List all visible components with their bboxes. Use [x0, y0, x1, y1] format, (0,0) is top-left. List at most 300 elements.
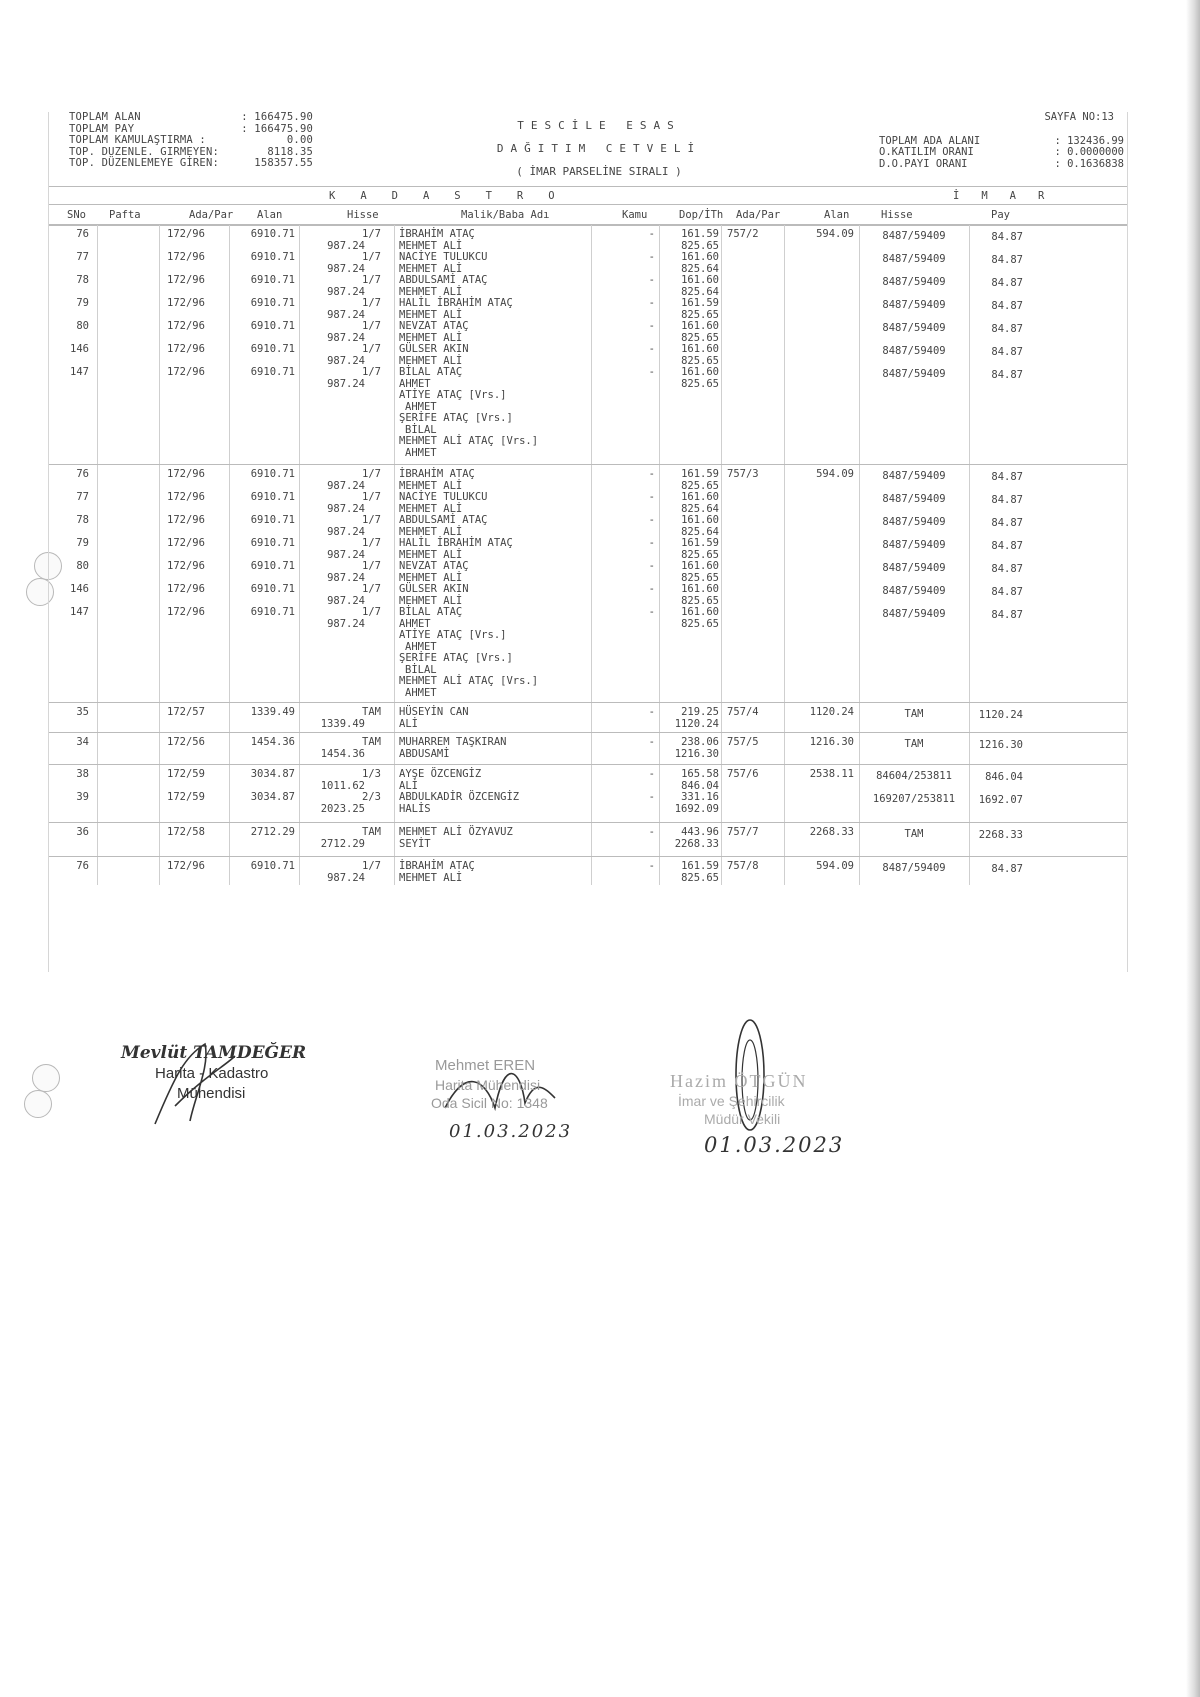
column-divider	[969, 765, 970, 823]
column-divider	[859, 465, 860, 703]
imar-alan: 594.09	[816, 228, 854, 240]
ada-par-cell: 172/96	[167, 560, 205, 572]
pay-cell: 84.87	[991, 369, 1023, 381]
signer-title-2: Oda Sicil No: 1348	[431, 1095, 548, 1111]
column-divider	[969, 703, 970, 733]
ith-cell: 1692.09	[674, 802, 719, 815]
col-pay: Pay	[991, 209, 1010, 221]
imar-hisse-cell: 8487/59409	[882, 470, 946, 482]
column-divider	[721, 857, 722, 885]
hisse-cell: 1/7	[362, 514, 381, 526]
column-divider	[229, 703, 230, 733]
father-name-cell: MEHMET ALİ	[399, 285, 463, 298]
column-divider	[229, 823, 230, 857]
owner-name-cell: GÜLSER AKIN	[399, 343, 469, 355]
col-imar-alan: Alan	[824, 209, 850, 221]
hisse-cell: 1/7	[362, 297, 381, 309]
column-divider	[859, 823, 860, 857]
imar-ada-par: 757/7	[727, 826, 759, 838]
imar-ada-par: 757/8	[727, 860, 759, 872]
alan-cell: 1454.36	[250, 736, 295, 748]
imar-ada-par: 757/6	[727, 768, 759, 780]
column-divider	[97, 465, 98, 703]
imar-hisse-cell: 8487/59409	[882, 230, 946, 242]
hisse-value-cell: 987.24	[327, 377, 365, 390]
column-divider	[229, 225, 230, 465]
owner-name-cell: NACİYE TULUKCU	[399, 491, 488, 503]
kamu-cell: -	[648, 514, 655, 526]
column-divider	[299, 465, 300, 703]
sno-cell: 78	[76, 274, 89, 286]
imar-hisse-cell: 8487/59409	[882, 368, 946, 380]
dop-cell: 161.60	[681, 491, 719, 503]
signer-title-2: Mühendisi	[177, 1085, 246, 1102]
column-divider	[591, 733, 592, 765]
column-divider	[229, 733, 230, 765]
owner-name-cell: NEVZAT ATAÇ	[399, 560, 469, 572]
hisse-value-cell: 1454.36	[320, 747, 365, 760]
kamu-cell: -	[648, 320, 655, 332]
imar-hisse-cell: TAM	[904, 828, 924, 840]
col-ada-par: Ada/Par	[189, 209, 234, 221]
column-divider	[659, 857, 660, 885]
column-divider	[859, 703, 860, 733]
pay-cell: 84.87	[991, 586, 1023, 598]
column-divider	[299, 823, 300, 857]
column-divider	[859, 225, 860, 465]
imar-hisse-cell: 8487/59409	[882, 322, 946, 334]
hisse-cell: 1/7	[362, 468, 381, 480]
ada-par-cell: 172/96	[167, 366, 205, 378]
sno-cell: 77	[76, 251, 89, 263]
father-name-cell: MEHMET ALİ	[399, 571, 463, 584]
pay-cell: 84.87	[991, 254, 1023, 266]
signature-block-1	[115, 1036, 335, 1126]
imar-hisse-cell: 8487/59409	[882, 608, 946, 620]
signer-title-1: Harita Mühendisi	[435, 1077, 541, 1093]
hisse-value-cell: 987.24	[327, 617, 365, 630]
column-divider	[159, 733, 160, 765]
kamu-cell: -	[648, 274, 655, 286]
ada-par-cell: 172/96	[167, 297, 205, 309]
ada-par-cell: 172/96	[167, 860, 205, 872]
signer-title-1: Harita - Kadastro	[155, 1065, 269, 1082]
ada-par-cell: 172/59	[167, 768, 205, 780]
kamu-cell: -	[648, 583, 655, 595]
heir-line: ŞERİFE ATAÇ [Vrs.]	[399, 412, 513, 424]
ith-cell: 825.65	[681, 377, 719, 390]
column-divider	[394, 465, 395, 703]
hisse-value-cell: 987.24	[327, 479, 365, 492]
owner-name-cell: İBRAHİM ATAÇ	[399, 860, 475, 872]
pay-cell: 84.87	[991, 277, 1023, 289]
imar-hisse-cell: 8487/59409	[882, 345, 946, 357]
hisse-cell: TAM	[362, 826, 381, 838]
column-divider	[721, 733, 722, 765]
column-divider	[97, 703, 98, 733]
ith-cell: 825.65	[681, 308, 719, 321]
sno-cell: 146	[70, 583, 89, 595]
owner-name-cell: ABDULSAMİ ATAÇ	[399, 274, 488, 286]
hisse-value-cell: 987.24	[327, 571, 365, 584]
imar-alan: 2268.33	[809, 826, 854, 838]
kamu-cell: -	[648, 491, 655, 503]
col-sno: SNo	[67, 209, 86, 221]
ada-par-cell: 172/96	[167, 537, 205, 549]
ada-par-cell: 172/56	[167, 736, 205, 748]
signature-date: 01.03.2023	[449, 1121, 573, 1142]
imar-ada-par: 757/5	[727, 736, 759, 748]
column-divider	[659, 703, 660, 733]
ith-cell: 825.65	[681, 594, 719, 607]
column-divider	[97, 225, 98, 465]
ith-cell: 825.65	[681, 331, 719, 344]
column-divider	[591, 703, 592, 733]
column-divider	[784, 465, 785, 703]
sno-cell: 36	[76, 826, 89, 838]
column-divider	[299, 765, 300, 823]
row-group	[49, 856, 1127, 885]
hisse-cell: TAM	[362, 736, 381, 748]
pay-cell: 1216.30	[978, 739, 1023, 751]
hisse-value-cell: 987.24	[327, 308, 365, 321]
sno-cell: 147	[70, 366, 89, 378]
owner-name-cell: NACİYE TULUKCU	[399, 251, 488, 263]
row-group	[49, 464, 1127, 703]
ratios-summary: SAYFA NO:13 TOPLAM ADA ALANI : 132436.99 O.KATILIM ORANI : 0.0000000 D.O.PAYI ORANI : 0.1636838	[879, 111, 1124, 170]
row-group	[49, 822, 1127, 857]
pay-cell: 84.87	[991, 346, 1023, 358]
col-kamu: Kamu	[622, 209, 648, 221]
sno-cell: 35	[76, 706, 89, 718]
kamu-cell: -	[648, 297, 655, 309]
kamu-cell: -	[648, 791, 655, 803]
signature-block-2	[425, 1048, 625, 1153]
dop-cell: 161.59	[681, 297, 719, 309]
column-headers	[49, 204, 1127, 226]
dop-cell: 165.58	[681, 768, 719, 780]
row-group	[49, 764, 1127, 823]
signer-title-2: Müdür Vekili	[704, 1111, 781, 1127]
kamu-cell: -	[648, 251, 655, 263]
pay-cell: 84.87	[991, 231, 1023, 243]
column-divider	[969, 225, 970, 465]
dop-cell: 161.60	[681, 366, 719, 378]
signer-name: Mevlüt TAMDEĞER	[121, 1043, 307, 1063]
heir-line: AHMET	[405, 400, 437, 413]
alan-cell: 3034.87	[250, 768, 295, 780]
signature-block-3	[660, 1010, 890, 1165]
col-malik: Malik/Baba Adı	[461, 209, 550, 221]
imar-hisse-cell: 8487/59409	[882, 516, 946, 528]
kamu-cell: -	[648, 768, 655, 780]
kamu-cell: -	[648, 860, 655, 872]
owner-name-cell: BİLAL ATAÇ	[399, 366, 463, 378]
pay-cell: 84.87	[991, 517, 1023, 529]
column-divider	[659, 225, 660, 465]
column-divider	[159, 765, 160, 823]
hisse-cell: TAM	[362, 706, 381, 718]
dop-cell: 161.60	[681, 514, 719, 526]
column-divider	[394, 765, 395, 823]
title-line-2: DAĞITIM CETVELİ	[496, 142, 702, 155]
father-name-cell: HALİS	[399, 802, 431, 815]
owner-name-cell: ABDULKADİR ÖZCENGİZ	[399, 791, 520, 803]
ith-cell: 1216.30	[674, 747, 719, 760]
alan-cell: 6910.71	[250, 537, 295, 549]
sno-cell: 76	[76, 860, 89, 872]
col-pafta: Pafta	[109, 209, 141, 221]
ith-cell: 2268.33	[674, 837, 719, 850]
alan-cell: 6910.71	[250, 297, 295, 309]
imar-alan: 2538.11	[809, 768, 854, 780]
kamu-cell: -	[648, 228, 655, 240]
ada-par-cell: 172/96	[167, 491, 205, 503]
ith-cell: 825.64	[681, 262, 719, 275]
totals-summary: TOPLAM ALAN : 166475.90 TOPLAM PAY : 166475.90 TOPLAM KAMULAŞTIRMA : 0.00 TOP. DUZENLE. GIRMEYEN: 8118.35 TOP. DÜZENLEMEYE GİREN: 158357.55	[69, 111, 313, 169]
hisse-cell: 2/3	[362, 791, 381, 803]
alan-cell: 1339.49	[250, 706, 295, 718]
hisse-cell: 1/7	[362, 320, 381, 332]
father-name-cell: MEHMET ALİ	[399, 502, 463, 515]
father-name-cell: SEYİT	[399, 837, 431, 850]
column-divider	[859, 765, 860, 823]
column-divider	[969, 465, 970, 703]
column-divider	[97, 733, 98, 765]
father-name-cell: ALİ	[399, 717, 418, 730]
ith-cell: 1120.24	[674, 717, 719, 730]
ada-par-cell: 172/96	[167, 583, 205, 595]
hisse-cell: 1/7	[362, 583, 381, 595]
heir-line: MEHMET ALİ ATAÇ [Vrs.]	[399, 675, 539, 687]
column-divider	[159, 703, 160, 733]
ith-cell: 825.64	[681, 525, 719, 538]
hisse-value-cell: 987.24	[327, 285, 365, 298]
alan-cell: 6910.71	[250, 251, 295, 263]
dop-cell: 161.60	[681, 274, 719, 286]
alan-cell: 3034.87	[250, 791, 295, 803]
hisse-value-cell: 987.24	[327, 502, 365, 515]
title-line-1: TESCİLE ESAS	[517, 119, 681, 132]
sno-cell: 146	[70, 343, 89, 355]
heir-line: ATİYE ATAÇ [Vrs.]	[399, 389, 507, 401]
signer-name: Mehmet EREN	[435, 1057, 536, 1074]
father-name-cell: MEHMET ALİ	[399, 262, 463, 275]
imar-hisse-cell: 8487/59409	[882, 276, 946, 288]
hisse-value-cell: 987.24	[327, 354, 365, 367]
imar-hisse-cell: 169207/253811	[872, 793, 956, 805]
pay-cell: 84.87	[991, 494, 1023, 506]
hisse-cell: 1/7	[362, 343, 381, 355]
kamu-cell: -	[648, 343, 655, 355]
heir-line: BİLAL	[405, 663, 437, 676]
ada-par-cell: 172/96	[167, 274, 205, 286]
col-hisse: Hisse	[347, 209, 379, 221]
dop-cell: 161.59	[681, 537, 719, 549]
alan-cell: 6910.71	[250, 583, 295, 595]
hisse-value-cell: 987.24	[327, 548, 365, 561]
column-divider	[721, 823, 722, 857]
hisse-value-cell: 1339.49	[320, 717, 365, 730]
heir-line: ATİYE ATAÇ [Vrs.]	[399, 629, 507, 641]
dop-cell: 161.59	[681, 468, 719, 480]
column-divider	[159, 857, 160, 885]
sno-cell: 79	[76, 297, 89, 309]
signature-date: 01.03.2023	[704, 1133, 845, 1157]
ith-cell: 825.64	[681, 502, 719, 515]
alan-cell: 6910.71	[250, 366, 295, 378]
dop-cell: 219.25	[681, 706, 719, 718]
hisse-value-cell: 987.24	[327, 871, 365, 884]
owner-name-cell: MUHARREM TAŞKIRAN	[399, 736, 507, 748]
imar-alan: 594.09	[816, 468, 854, 480]
imar-ada-par: 757/2	[727, 228, 759, 240]
column-divider	[969, 733, 970, 765]
ada-par-cell: 172/58	[167, 826, 205, 838]
punch-hole	[24, 1090, 52, 1118]
kamu-cell: -	[648, 706, 655, 718]
imar-hisse-cell: 8487/59409	[882, 493, 946, 505]
ada-par-cell: 172/96	[167, 251, 205, 263]
row-group	[49, 702, 1127, 733]
distribution-table	[48, 112, 1128, 972]
alan-cell: 6910.71	[250, 468, 295, 480]
heir-line: AHMET	[405, 640, 437, 653]
column-divider	[97, 765, 98, 823]
alan-cell: 6910.71	[250, 343, 295, 355]
father-name-cell: MEHMET ALİ	[399, 308, 463, 321]
column-divider	[159, 823, 160, 857]
father-name-cell: MEHMET ALİ	[399, 479, 463, 492]
ada-par-cell: 172/96	[167, 228, 205, 240]
sno-cell: 76	[76, 228, 89, 240]
pay-cell: 84.87	[991, 563, 1023, 575]
dop-cell: 161.59	[681, 860, 719, 872]
dop-cell: 331.16	[681, 791, 719, 803]
ith-cell: 825.64	[681, 285, 719, 298]
section-banner	[49, 186, 1127, 205]
column-divider	[299, 225, 300, 465]
hisse-cell: 1/7	[362, 228, 381, 240]
ith-cell: 825.65	[681, 571, 719, 584]
row-group	[49, 224, 1127, 465]
column-divider	[659, 465, 660, 703]
hisse-value-cell: 2023.25	[320, 802, 365, 815]
row-group	[49, 732, 1127, 765]
pay-cell: 84.87	[991, 323, 1023, 335]
hisse-value-cell: 1011.62	[320, 779, 365, 792]
imar-ada-par: 757/4	[727, 706, 759, 718]
column-divider	[229, 465, 230, 703]
kamu-cell: -	[648, 826, 655, 838]
kadastro-label: KADASTRO	[329, 190, 580, 202]
punch-hole	[32, 1064, 60, 1092]
father-name-cell: MEHMET ALİ	[399, 548, 463, 561]
imar-hisse-cell: 8487/59409	[882, 299, 946, 311]
ada-par-cell: 172/57	[167, 706, 205, 718]
owner-name-cell: HALİL İBRAHİM ATAÇ	[399, 297, 513, 309]
column-divider	[97, 857, 98, 885]
imar-hisse-cell: 8487/59409	[882, 585, 946, 597]
column-divider	[229, 765, 230, 823]
pay-cell: 84.87	[991, 300, 1023, 312]
owner-name-cell: HALİL İBRAHİM ATAÇ	[399, 537, 513, 549]
imar-alan: 594.09	[816, 860, 854, 872]
kamu-cell: -	[648, 736, 655, 748]
father-name-cell: MEHMET ALİ	[399, 871, 463, 884]
sno-cell: 38	[76, 768, 89, 780]
pay-cell: 846.04	[985, 771, 1023, 783]
ada-par-cell: 172/96	[167, 320, 205, 332]
alan-cell: 6910.71	[250, 274, 295, 286]
hisse-value-cell: 987.24	[327, 262, 365, 275]
pay-cell: 2268.33	[978, 829, 1023, 841]
father-name-cell: ABDUSAMİ	[399, 747, 450, 760]
column-divider	[299, 733, 300, 765]
page-edge-shadow	[1186, 0, 1200, 1697]
sno-cell: 80	[76, 560, 89, 572]
hisse-value-cell: 987.24	[327, 331, 365, 344]
imar-alan: 1120.24	[809, 706, 854, 718]
kamu-cell: -	[648, 537, 655, 549]
column-divider	[97, 823, 98, 857]
alan-cell: 6910.71	[250, 860, 295, 872]
col-alan: Alan	[257, 209, 283, 221]
column-divider	[721, 465, 722, 703]
column-divider	[659, 823, 660, 857]
pay-cell: 84.87	[991, 471, 1023, 483]
hisse-value-cell: 2712.29	[320, 837, 365, 850]
imar-hisse-cell: 8487/59409	[882, 539, 946, 551]
sno-cell: 147	[70, 606, 89, 618]
father-name-cell: MEHMET ALİ	[399, 594, 463, 607]
sno-cell: 78	[76, 514, 89, 526]
imar-hisse-cell: TAM	[904, 738, 924, 750]
alan-cell: 2712.29	[250, 826, 295, 838]
heir-line: AHMET	[405, 686, 437, 699]
hisse-cell: 1/7	[362, 537, 381, 549]
dop-cell: 161.60	[681, 583, 719, 595]
dop-cell: 443.96	[681, 826, 719, 838]
col-dop: Dop/İTh	[679, 209, 724, 221]
hisse-cell: 1/7	[362, 606, 381, 618]
alan-cell: 6910.71	[250, 514, 295, 526]
ith-cell: 825.65	[681, 617, 719, 630]
hisse-cell: 1/7	[362, 366, 381, 378]
column-divider	[159, 225, 160, 465]
imar-ada-par: 757/3	[727, 468, 759, 480]
owner-name-cell: MEHMET ALİ ÖZYAVUZ	[399, 826, 513, 838]
dop-cell: 161.60	[681, 560, 719, 572]
owner-name-cell: ABDULSAMİ ATAÇ	[399, 514, 488, 526]
column-divider	[591, 857, 592, 885]
ith-cell: 825.65	[681, 548, 719, 561]
ith-cell: 825.65	[681, 239, 719, 252]
kamu-cell: -	[648, 560, 655, 572]
alan-cell: 6910.71	[250, 491, 295, 503]
imar-hisse-cell: 8487/59409	[882, 862, 946, 874]
owner-name-cell: HÜSEYİN CAN	[399, 706, 469, 718]
imar-hisse-cell: 8487/59409	[882, 253, 946, 265]
owner-name-cell: GÜLSER AKIN	[399, 583, 469, 595]
column-divider	[721, 225, 722, 465]
column-divider	[591, 765, 592, 823]
column-divider	[299, 703, 300, 733]
owner-name-cell: NEVZAT ATAÇ	[399, 320, 469, 332]
column-divider	[394, 225, 395, 465]
father-name-cell: MEHMET ALİ	[399, 525, 463, 538]
sno-cell: 79	[76, 537, 89, 549]
